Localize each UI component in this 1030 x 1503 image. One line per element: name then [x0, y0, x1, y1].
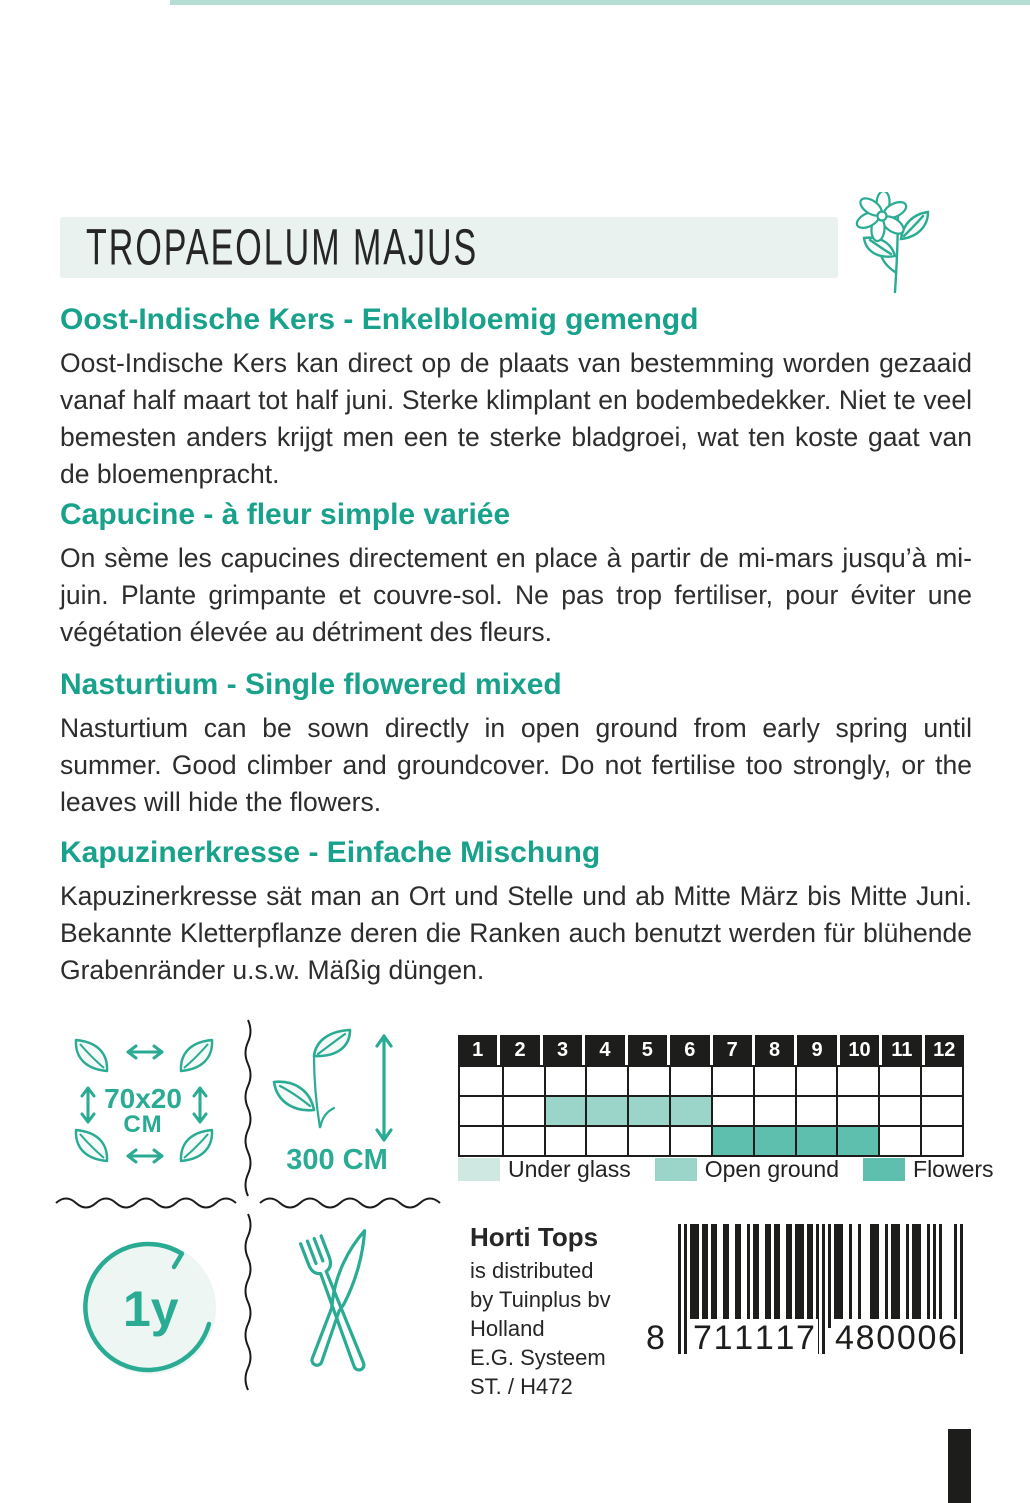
- section-english: [60, 668, 972, 821]
- calendar-cell: [460, 1125, 502, 1155]
- calendar-cell: [711, 1095, 753, 1125]
- calendar-cell: [878, 1067, 920, 1095]
- legend-label: Under glass: [508, 1156, 631, 1182]
- barcode-digit-first: 8: [646, 1319, 665, 1357]
- page-title: TROPAEOLUM MAJUS: [86, 219, 479, 277]
- calendar-cell: [585, 1067, 627, 1095]
- barcode-digits-left: [690, 1319, 818, 1358]
- spacing-value: [96, 1083, 190, 1138]
- barcode-digit: 0: [917, 1319, 937, 1357]
- barcode-digit: 7: [693, 1319, 712, 1357]
- calendar-cell: [795, 1067, 837, 1095]
- calendar-month-label: 5: [628, 1035, 667, 1065]
- legend-swatch: [863, 1158, 905, 1181]
- calendar-cell: [544, 1095, 586, 1125]
- calendar-cell: [544, 1125, 586, 1155]
- calendar-cell: [669, 1067, 711, 1095]
- ean13-barcode: [646, 1224, 982, 1366]
- calendar-month-label: 1: [458, 1035, 497, 1065]
- calendar-cell: [836, 1067, 878, 1095]
- calendar-month-label: 7: [713, 1035, 752, 1065]
- section-body: Kapuzinerkresse sät man an Ort und Stelle und ab Mitte März bis Mitte Juni. Bekannte Kletterpflanze deren die Ranken auch benutzt werden für blühende Grabenränder u.s.w. Mäßig düngen.: [60, 881, 972, 985]
- barcode-digit: 1: [734, 1319, 754, 1357]
- spacing-unit: CM: [123, 1111, 163, 1138]
- calendar-month-header: [458, 1035, 964, 1065]
- distributor-line: is distributed: [470, 1258, 594, 1283]
- calendar-month-label: 10: [840, 1035, 879, 1065]
- distributor-name: Horti Tops: [470, 1222, 599, 1252]
- plant-height-icon: [268, 1028, 398, 1148]
- calendar-cell: [669, 1095, 711, 1125]
- wavy-divider-horizontal: [54, 1196, 240, 1210]
- sowing-calendar: [458, 1035, 964, 1157]
- calendar-cell: [502, 1095, 544, 1125]
- calendar-cell: [836, 1095, 878, 1125]
- wavy-divider-horizontal: [258, 1196, 450, 1210]
- calendar-cell: [544, 1067, 586, 1095]
- calendar-month-label: 11: [882, 1035, 921, 1065]
- calendar-cell: [711, 1125, 753, 1155]
- calendar-cell: [585, 1095, 627, 1125]
- calendar-cell: [711, 1067, 753, 1095]
- legend-label: Flowers: [913, 1156, 994, 1182]
- section-body: Nasturtium can be sown directly in open ground from early spring until summer. Good climber and groundcover. Do not fertilise too strongly, or the leaves will hide the flowers.: [60, 713, 972, 817]
- calendar-legend: [458, 1156, 994, 1183]
- calendar-cell: [753, 1095, 795, 1125]
- wavy-divider-vertical: [240, 1018, 256, 1198]
- lifecycle-label: 1y: [123, 1281, 179, 1337]
- calendar-cell: [502, 1067, 544, 1095]
- calendar-grid: [458, 1065, 964, 1157]
- calendar-month-label: 3: [543, 1035, 582, 1065]
- calendar-cell: [669, 1125, 711, 1155]
- legend-item: [863, 1156, 994, 1183]
- calendar-cell: [920, 1125, 962, 1155]
- distributor-info: [470, 1222, 660, 1401]
- height-value: 300 CM: [286, 1144, 388, 1176]
- legend-item: [458, 1156, 631, 1183]
- calendar-cell: [627, 1125, 669, 1155]
- section-heading: Capucine - à fleur simple variée: [60, 498, 511, 531]
- calendar-cell: [502, 1125, 544, 1155]
- section-body: On sème les capucines directement en place à partir de mi-mars jusqu’à mi-juin. Plante grimpante et couvre-sol. Ne pas trop fertiliser, pour éviter une végétation élevée au détriment des fleurs.: [60, 543, 972, 647]
- calendar-cell: [753, 1067, 795, 1095]
- calendar-month-label: 6: [670, 1035, 709, 1065]
- calendar-cell: [585, 1125, 627, 1155]
- section-french: [60, 498, 972, 651]
- section-dutch: [60, 303, 972, 493]
- legend-swatch: [458, 1158, 500, 1181]
- calendar-cell: [460, 1067, 502, 1095]
- calendar-cell: [795, 1095, 837, 1125]
- barcode-digits-right: [832, 1319, 960, 1358]
- barcode-digit: 1: [775, 1319, 795, 1357]
- calendar-month-label: 12: [925, 1035, 964, 1065]
- distributor-line: E.G. Systeem: [470, 1345, 606, 1370]
- barcode-digit: 0: [896, 1319, 916, 1357]
- barcode-digit: 4: [835, 1319, 854, 1357]
- barcode-digit: 0: [876, 1319, 896, 1357]
- calendar-month-label: 9: [797, 1035, 836, 1065]
- top-rule: [170, 0, 1030, 5]
- legend-item: [655, 1156, 839, 1183]
- barcode-digit: 1: [754, 1319, 774, 1357]
- calendar-cell: [878, 1095, 920, 1125]
- legend-label: Open ground: [704, 1156, 840, 1182]
- wavy-divider-vertical: [240, 1212, 256, 1392]
- barcode-digit: 8: [855, 1319, 875, 1357]
- barcode-module: [960, 1224, 963, 1354]
- distributor-line: ST. / H472: [470, 1374, 573, 1399]
- print-registration-bar: [948, 1429, 971, 1503]
- knife-fork-icon: [278, 1222, 410, 1380]
- legend-swatch: [655, 1158, 697, 1181]
- calendar-month-label: 2: [500, 1035, 539, 1065]
- calendar-cell: [627, 1067, 669, 1095]
- calendar-cell: [878, 1125, 920, 1155]
- barcode-digit: 7: [796, 1319, 815, 1357]
- section-heading: Oost-Indische Kers - Enkelbloemig gemengd: [60, 303, 699, 336]
- spacing-dimensions: 70x20: [104, 1083, 182, 1114]
- calendar-cell: [795, 1125, 837, 1155]
- distributor-line: by Tuinplus bv: [470, 1287, 611, 1312]
- section-body: Oost-Indische Kers kan direct op de plaats van bestemming worden gezaaid vanaf half maart tot half juni. Sterke klimplant en bodembedekker. Niet te veel bemesten anders krijgt men een te sterke bladgroei, wat ten koste gaat van de bloemenpracht.: [60, 348, 972, 489]
- calendar-month-label: 4: [585, 1035, 624, 1065]
- section-heading: Kapuzinerkresse - Einfache Mischung: [60, 836, 601, 869]
- calendar-month-label: 8: [755, 1035, 794, 1065]
- calendar-cell: [753, 1125, 795, 1155]
- section-german: [60, 836, 972, 989]
- calendar-cell: [460, 1095, 502, 1125]
- annual-cycle-icon: [68, 1222, 228, 1382]
- calendar-cell: [920, 1095, 962, 1125]
- calendar-cell: [836, 1125, 878, 1155]
- distributor-line: Holland: [470, 1316, 545, 1341]
- barcode-digit: 6: [938, 1319, 957, 1357]
- calendar-cell: [627, 1095, 669, 1125]
- barcode-digit: 1: [713, 1319, 733, 1357]
- section-heading: Nasturtium - Single flowered mixed: [60, 668, 562, 701]
- calendar-cell: [920, 1067, 962, 1095]
- flower-sprig-icon: [850, 192, 945, 300]
